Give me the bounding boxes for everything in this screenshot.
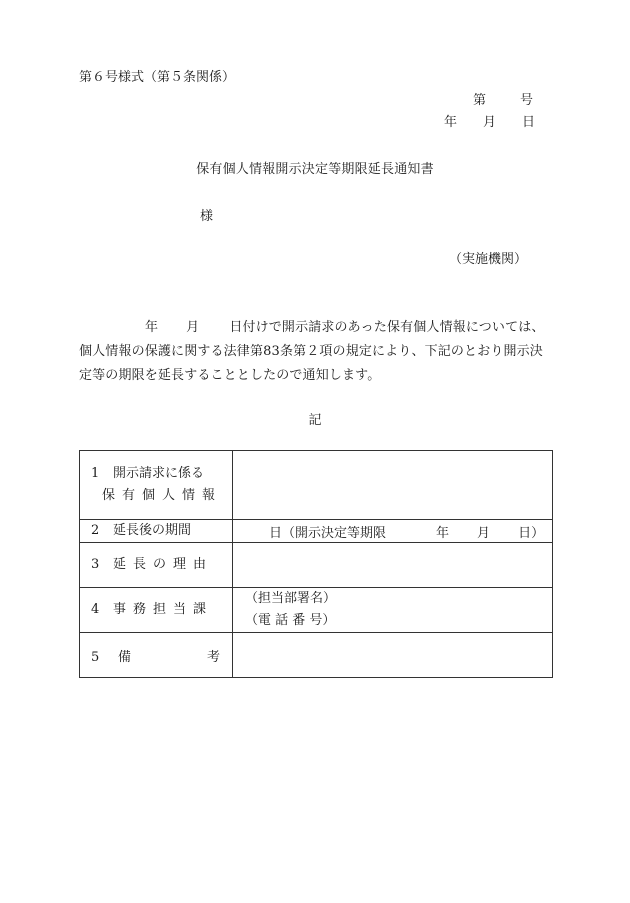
body-text: 日付けで開示請求のあった保有個人情報については、個人情報の保護に関する法律第83条第２項の規定により、下記のとおり開示決定等の期限を延長することとしたので通知します。 bbox=[79, 320, 545, 383]
row1-label-line1: 開示請求に係る bbox=[113, 466, 205, 481]
form-number: 第６号様式（第５条関係） bbox=[79, 70, 236, 85]
row2-number: 2 bbox=[91, 523, 100, 538]
row1-number: 1 bbox=[91, 466, 100, 481]
table-row-reason bbox=[80, 543, 553, 588]
row1-value bbox=[233, 451, 553, 520]
body-month: 月 bbox=[186, 320, 200, 335]
row2-value bbox=[233, 520, 553, 543]
row4-label-text: 事務担当課 bbox=[113, 602, 214, 617]
table-row-department bbox=[80, 588, 553, 633]
row4-value bbox=[233, 588, 553, 633]
table-row-remarks bbox=[80, 633, 553, 678]
date-year: 年 bbox=[444, 115, 458, 130]
row5-label-left: 備 bbox=[118, 649, 132, 665]
date-day: 日 bbox=[522, 115, 536, 130]
row4-label bbox=[80, 588, 233, 633]
body-paragraph bbox=[79, 316, 555, 388]
row3-label bbox=[80, 543, 233, 588]
row2-label-text: 延長後の期間 bbox=[113, 523, 192, 538]
doc-number-prefix: 第 bbox=[473, 93, 487, 108]
row4-number: 4 bbox=[91, 602, 100, 617]
detail-table bbox=[79, 450, 553, 678]
row5-number: 5 bbox=[91, 649, 100, 665]
ki-heading: 記 bbox=[308, 413, 322, 428]
row2-value-day: 日 bbox=[269, 525, 283, 541]
row2-value-month: 月 bbox=[477, 525, 491, 541]
document-number-line bbox=[473, 89, 533, 108]
row3-value bbox=[233, 543, 553, 588]
table-row-requested-info bbox=[80, 451, 553, 520]
date-month: 月 bbox=[483, 115, 497, 130]
row2-label bbox=[80, 520, 233, 543]
row2-value-end: 日） bbox=[518, 525, 545, 541]
document-title: 保有個人情報開示決定等期限延長通知書 bbox=[196, 162, 434, 177]
row5-value bbox=[233, 633, 553, 678]
body-year: 年 bbox=[145, 320, 159, 335]
row2-value-year: 年 bbox=[436, 525, 450, 541]
row5-label bbox=[80, 633, 233, 678]
row2-value-mid: （開示決定等期限 bbox=[282, 525, 387, 541]
row3-number: 3 bbox=[91, 557, 100, 572]
row3-label-text: 延長の理由 bbox=[113, 557, 214, 572]
row5-label-right: 考 bbox=[206, 649, 220, 665]
table-row-extended-period bbox=[80, 520, 553, 543]
issuing-agency: （実施機関） bbox=[449, 252, 528, 267]
date-line bbox=[444, 111, 535, 130]
row4-value-line2: （電 話 番 号） bbox=[245, 613, 336, 628]
doc-number-suffix: 号 bbox=[520, 93, 534, 108]
row1-label bbox=[80, 451, 233, 520]
row4-value-line1: （担当部署名） bbox=[245, 591, 337, 606]
addressee: 様 bbox=[200, 209, 214, 224]
row1-label-line2: 保有個人情報 bbox=[102, 488, 223, 503]
